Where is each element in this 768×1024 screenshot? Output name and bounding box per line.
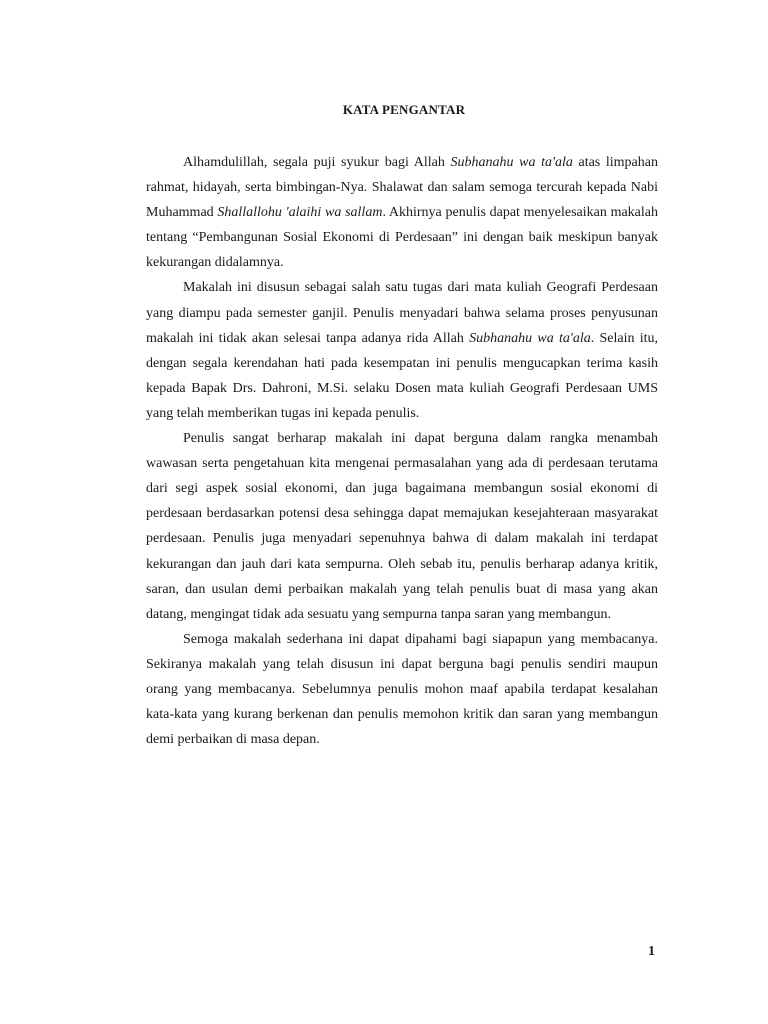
page-title: KATA PENGANTAR [342,102,466,117]
paragraph-4: Semoga makalah sederhana ini dapat dipahami bagi siapapun yang membacanya. Sekiranya makalah yang telah disusun ini dapat berguna bagi penulis sendiri maupun orang yang membacanya. Sebelumnya penulis mohon maaf apabila terdapat kesalahan kata-kata yang kurang berkenan dan penulis memohon kritik dan saran yang membangun demi perbaikan di masa depan. [146,631,658,748]
paragraph-2-text-c: . Selain itu, dengan segala kerendahan hati pada kesempatan ini penulis mengucapkan terima kasih kepada Bapak Drs. Dahroni, M.Si. selaku Dosen mata kuliah Geografi Perdesaan UMS yang telah memberikan tugas ini kepada penulis. [146,330,658,421]
paragraph-1-italic-shallallohu: Shallallohu 'alaihi wa sallam [217,205,383,221]
paragraph-3: Penulis sangat berharap makalah ini dapat berguna dalam rangka menambah wawasan serta pengetahuan kita mengenai permasalahan yang ada di perdesaan terutama dari segi aspek sosial ekonomi, dan juga bagaimana membangun sosial ekonomi di perdesaan berdasarkan potensi desa sehingga dapat memajukan kesejahteraan masyarakat perdesaan. Penulis juga menyadari sepenuhnya bahwa di dalam makalah ini terdapat kekurangan dan jauh dari kata sempurna. Oleh sebab itu, penulis berharap adanya kritik, saran, dan usulan demi perbaikan makalah yang telah penulis buat di masa yang akan datang, mengingat tidak ada sesuatu yang sempurna tanpa saran yang membangun. [146,431,658,622]
paragraph-2-italic-subhanahu: Subhanahu wa ta'ala [469,330,591,346]
paragraph-1-text-c: atas limpahan rahmat, hidayah, serta bimbingan-Nya. Shalawat dan salam semoga tercurah kepada Nabi Muhammad [146,155,658,221]
paragraph-1-text-a: Alhamdulillah, segala puji syukur bagi Allah [183,155,451,170]
paragraph-2-text-a: Makalah ini disusun sebagai salah satu tugas dari mata kuliah Geografi Perdesaan yang diampu pada semester ganjil. Penulis menyadari bahwa selama proses penyusunan makalah ini tidak akan selesai tanpa adanya rida Allah [146,280,658,346]
paragraph-1-italic-subhanahu: Subhanahu wa ta'ala [450,155,573,170]
document-body [146,150,658,752]
paragraph-1-text-e: . Akhirnya penulis dapat menyelesaikan makalah tentang “Pembangunan Sosial Ekonomi di Perdesaan” ini dengan baik meskipun banyak kekurangan didalamnya. [146,205,658,271]
paragraph-1 [146,150,658,275]
page-number: 1 [648,944,655,959]
paragraph-2 [146,275,658,426]
